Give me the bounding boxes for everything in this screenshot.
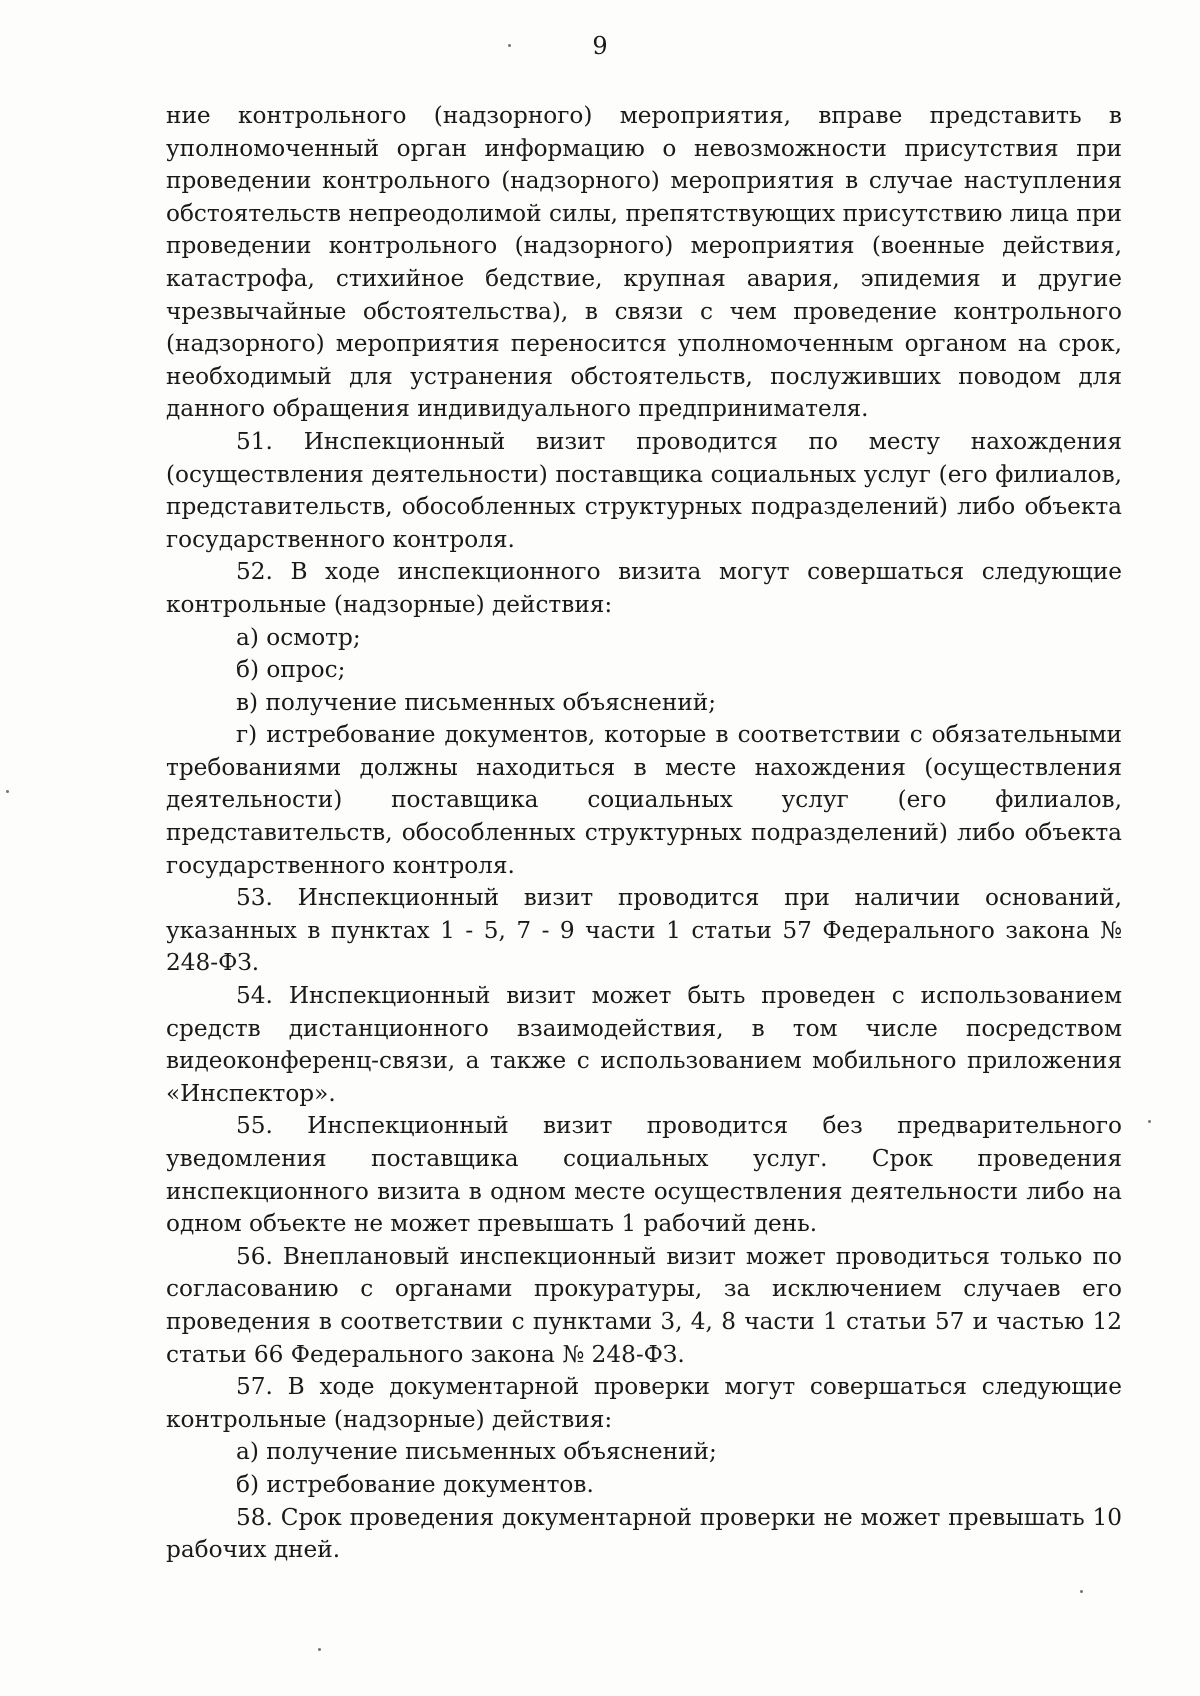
list-item-52b: б) опрос;: [236, 656, 346, 684]
scan-speck: [508, 44, 511, 47]
paragraph-continuation: ние контрольного (надзорного) мероприятия, вправе представить в уполномоченный орган информацию о невозможности присутствия при проведении контрольного (надзорного) мероприятия в случае наступления обстоятельств непреодолимой силы, препятствующих присутствию лица при проведении контрольного (надзорного) мероприятия (военные действия, катастрофа, стихийное бедствие, крупная авария, эпидемия и другие чрезвычайные обстоятельства), в связи с чем проведение контрольного (надзорного) мероприятия переносится уполномоченным органом на срок, необходимый для устранения обстоятельств, послуживших поводом для данного обращения индивидуального предпринимателя.: [166, 102, 1122, 423]
paragraph-55: 55. Инспекционный визит проводится без предварительного уведомления поставщика социальных услуг. Срок проведения инспекционного визита в одном месте осуществления деятельности либо на одном объекте не может превышать 1 рабочий день.: [166, 1112, 1122, 1238]
list-item-57a: а) получение письменных объяснений;: [236, 1438, 717, 1466]
scan-speck: [1080, 1590, 1083, 1593]
list-item-57b: б) истребование документов.: [236, 1470, 594, 1498]
paragraph-58: 58. Срок проведения документарной проверки не может превышать 10 рабочих дней.: [166, 1503, 1122, 1564]
paragraph-53: 53. Инспекционный визит проводится при наличии оснований, указанных в пунктах 1 - 5, 7 - 9 части 1 статьи 57 Федерального закона № 248-ФЗ.: [166, 884, 1122, 977]
paragraph-51: 51. Инспекционный визит проводится по месту нахождения (осуществления деятельности) поставщика социальных услуг (его филиалов, представительств, обособленных структурных подразделений) либо объекта государственного контроля.: [166, 427, 1122, 553]
document-body: [166, 100, 1122, 1567]
paragraph-52: 52. В ходе инспекционного визита могут совершаться следующие контрольные (надзорные) действия:: [166, 558, 1122, 618]
paragraph-57: 57. В ходе документарной проверки могут совершаться следующие контрольные (надзорные) действия:: [166, 1373, 1122, 1433]
paragraph-56: 56. Внеплановый инспекционный визит может проводиться только по согласованию с органами прокуратуры, за исключением случаев его проведения в соответствии с пунктами 3, 4, 8 части 1 статьи 57 и частью 12 статьи 66 Федерального закона № 248-ФЗ.: [166, 1242, 1122, 1368]
list-item-52a: а) осмотр;: [236, 623, 361, 651]
list-item-52c: в) получение письменных объяснений;: [236, 688, 717, 716]
scan-speck: [1148, 1120, 1151, 1123]
page-number: 9: [592, 32, 608, 60]
list-item-52d: г) истребование документов, которые в соответствии с обязательными требованиями должны находиться в месте нахождения (осуществления деятельности) поставщика социальных услуг (его филиалов, представительств, обособленных структурных подразделений) либо объекта государственного контроля.: [166, 721, 1122, 879]
paragraph-54: 54. Инспекционный визит может быть проведен с использованием средств дистанционного взаимодействия, в том числе посредством видеоконференц-связи, а также с использованием мобильного приложения «Инспектор».: [166, 982, 1122, 1107]
scan-speck: [6, 790, 9, 793]
scan-speck: [318, 1648, 321, 1651]
